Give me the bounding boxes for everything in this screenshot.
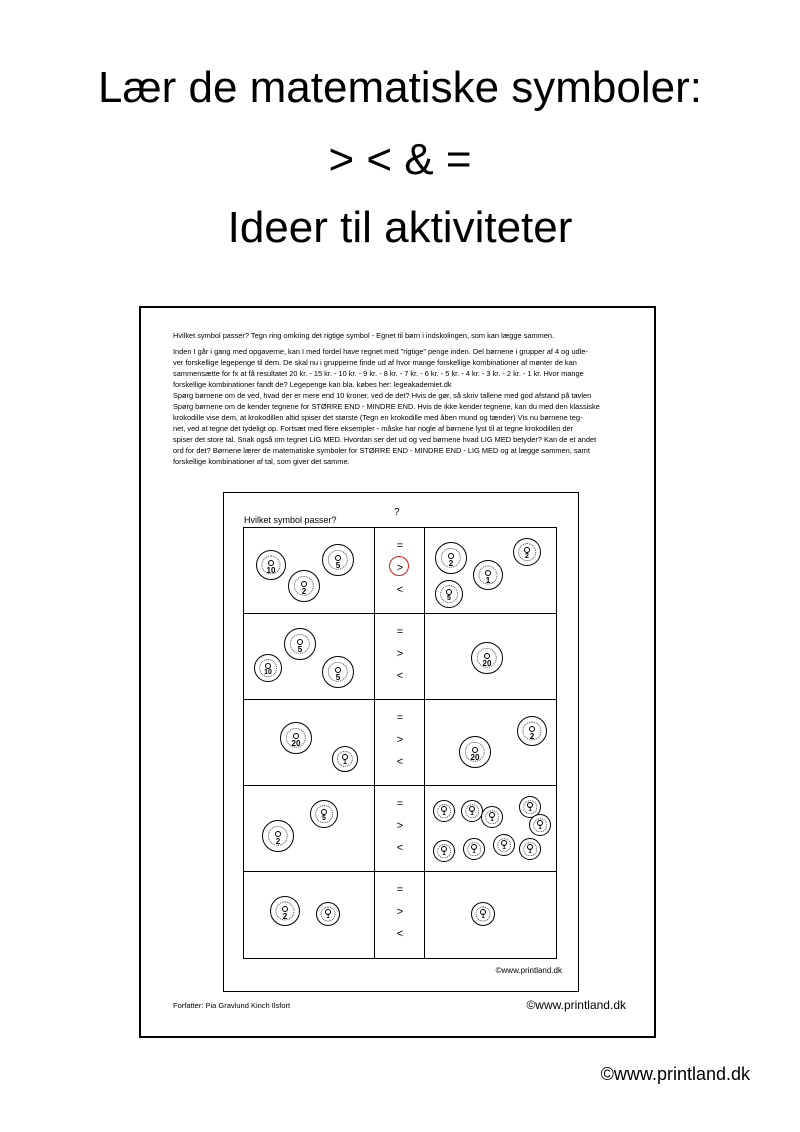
coin-cell-left [244, 786, 375, 871]
coin-icon [513, 538, 541, 566]
coin-value: 1 [538, 824, 542, 831]
coin-cell-left [244, 528, 375, 613]
subtitle: Ideer til aktiviteter [227, 203, 573, 252]
answer-circle [389, 556, 409, 576]
equals-symbol[interactable]: = [396, 884, 404, 896]
coin-value: 5 [322, 814, 326, 822]
equals-symbol[interactable]: = [396, 540, 404, 552]
question-mark: ? [394, 507, 400, 518]
intro-heading: Hvilket symbol passer? Tegn ring omkring det rigtige symbol - Egnet til børn i indskolingen, som kan lægge sammen. [173, 331, 555, 340]
page-copyright: ©www.printland.dk [600, 1064, 750, 1084]
coin-icon [473, 560, 503, 590]
exercise-title: Hvilket symbol passer? [244, 515, 337, 525]
greater-than-symbol[interactable]: > [396, 734, 404, 746]
coin-cell-right [425, 786, 556, 871]
coin-icon [471, 642, 503, 674]
coin-icon [310, 800, 338, 828]
coin-icon [256, 550, 286, 580]
exercise-copyright: ©www.printland.dk [495, 966, 562, 975]
intro-line: net, ved at tegne det tydeligt op. Fortsæt med flere eksempler - måske har nogle af børnene lyst til at tegne krokodillen der [173, 424, 574, 433]
equals-symbol[interactable]: = [396, 626, 404, 638]
equals-symbol[interactable]: = [396, 798, 404, 810]
sheet-copyright: ©www.printland.dk [526, 998, 626, 1012]
coin-value: 1 [442, 850, 446, 857]
coin-value: 10 [264, 668, 272, 676]
coin-icon [435, 580, 463, 608]
exercise-row [244, 872, 556, 958]
coin-value: 10 [266, 565, 276, 575]
exercise-box [223, 492, 579, 992]
coin-icon [481, 806, 503, 828]
intro-line: Spørg børnene om de kender tegnene for STØRRE END - MINDRE END. Hvis de ikke kender tegnene, kan du med den klassiske [173, 402, 600, 411]
coin-value: 1 [470, 810, 474, 817]
symbol-cell [375, 872, 425, 958]
coin-icon [529, 814, 551, 836]
coin-icon [316, 902, 340, 926]
intro-line: ord for det? Børnene lærer de matematiske symboler for STØRRE END - MINDRE END - LIG MED og at lægge sammen, samt [173, 446, 590, 455]
coin-value: 1 [442, 810, 446, 817]
less-than-symbol[interactable]: < [396, 842, 404, 854]
coin-cell-right [425, 614, 556, 699]
coin-value: 1 [528, 806, 532, 813]
coin-cell-left [244, 700, 375, 785]
coin-value: 20 [291, 739, 301, 749]
less-than-symbol[interactable]: < [396, 584, 404, 596]
coin-value: 5 [447, 594, 451, 602]
coin-cell-right [425, 872, 556, 958]
coin-value: 5 [297, 645, 303, 655]
coin-value: 1 [472, 848, 476, 855]
intro-text [173, 330, 625, 467]
coin-cell-left [244, 872, 375, 958]
symbol-cell [375, 786, 425, 871]
less-than-symbol[interactable]: < [396, 756, 404, 768]
coin-icon [254, 654, 282, 682]
exercise-row [244, 614, 556, 700]
exercise-row [244, 700, 556, 786]
coin-icon [288, 570, 320, 602]
coin-value: 20 [470, 753, 480, 763]
symbol-cell [375, 614, 425, 699]
worksheet-preview [139, 306, 656, 1038]
coin-icon [322, 544, 354, 576]
coin-icon [332, 746, 358, 772]
coin-icon [459, 736, 491, 768]
intro-line: ver forskellige legepenge til dem. De skal nu i grupperne finde ud af hvor mange forskellige kombinationer af mønter de kan [173, 358, 577, 367]
coin-icon [433, 840, 455, 862]
greater-than-symbol[interactable]: > [396, 648, 404, 660]
coin-icon [435, 542, 467, 574]
intro-line: forskellige kombinationer af tal, som giver det samme. [173, 457, 350, 466]
coin-value: 1 [481, 914, 485, 921]
coin-icon [284, 628, 316, 660]
coin-value: 2 [282, 911, 288, 921]
coin-icon [517, 716, 547, 746]
less-than-symbol[interactable]: < [396, 670, 404, 682]
coin-value: 5 [335, 561, 341, 571]
symbol-cell [375, 528, 425, 613]
intro-line: Spørg børnene om de ved, hvad der er mere end 10 kroner, ved de det? Hvis de gør, så skriv tallene med god afstand på tavlen [173, 391, 592, 400]
intro-body [173, 346, 625, 467]
symbol-cell [375, 700, 425, 785]
coin-cell-left [244, 614, 375, 699]
greater-than-symbol[interactable]: > [396, 562, 404, 574]
coin-icon [493, 834, 515, 856]
greater-than-symbol[interactable]: > [396, 820, 404, 832]
coin-cell-right [425, 528, 556, 613]
intro-line: spiser det store tal. Snak også om tegnet LIG MED. Hvordan ser det ud og ved børnene hvad LIG MED betyder? Kan de et andet [173, 435, 597, 444]
coin-value: 1 [485, 575, 491, 585]
coin-icon [461, 800, 483, 822]
coin-icon [322, 656, 354, 688]
exercise-row [244, 786, 556, 872]
page-title: Lær de matematiske symboler: [98, 63, 702, 112]
coin-value: 5 [335, 673, 341, 683]
coin-icon [280, 722, 312, 754]
coin-value: 1 [528, 848, 532, 855]
coin-value: 2 [275, 837, 281, 847]
coin-value: 2 [301, 587, 307, 597]
coin-value: 2 [525, 552, 529, 560]
coin-cell-right [425, 700, 556, 785]
exercise-row [244, 528, 556, 614]
coin-value: 1 [343, 759, 347, 767]
coin-value: 20 [482, 659, 492, 669]
intro-line: forskellige kombinationer fandt de? Legepenge kan bla. købes her: legeakademiet.dk [173, 380, 452, 389]
coin-icon [463, 838, 485, 860]
coin-icon [519, 838, 541, 860]
less-than-symbol[interactable]: < [396, 928, 404, 940]
author-credit: Forfatter: Pia Gravlund Kinch Ilsfort [173, 1001, 291, 1010]
intro-line: krokodille vise dem, at krokodillen altid spiser det største (Tegn en krokodille med åben mund og tænder) Vis nu børnene teg- [173, 413, 583, 422]
coin-value: 1 [502, 844, 506, 851]
coin-value: 1 [326, 914, 330, 921]
coin-value: 2 [529, 731, 535, 741]
coin-icon [262, 820, 294, 852]
greater-than-symbol[interactable]: > [396, 906, 404, 918]
coin-value: 1 [490, 816, 494, 823]
coin-value: 2 [448, 559, 454, 569]
intro-line: Inden I går i gang med opgaverne, kan I med fordel have regnet med "rigtige" penge inden. Del børnene i grupper af 4 og udle- [173, 347, 588, 356]
coin-icon [270, 896, 300, 926]
coin-icon [471, 902, 495, 926]
equals-symbol[interactable]: = [396, 712, 404, 724]
exercise-grid [243, 527, 557, 959]
symbols-heading: > < & = [328, 135, 472, 184]
intro-line: sammensætte for fx at få resultatet 20 kr. - 15 kr. - 10 kr. - 9 kr. - 8 kr. - 7 kr. - 6 kr. - 5 kr. - 4 kr. - 3 kr. - 2 kr. - 1 kr. Hvor mange [173, 369, 584, 378]
coin-icon [433, 800, 455, 822]
